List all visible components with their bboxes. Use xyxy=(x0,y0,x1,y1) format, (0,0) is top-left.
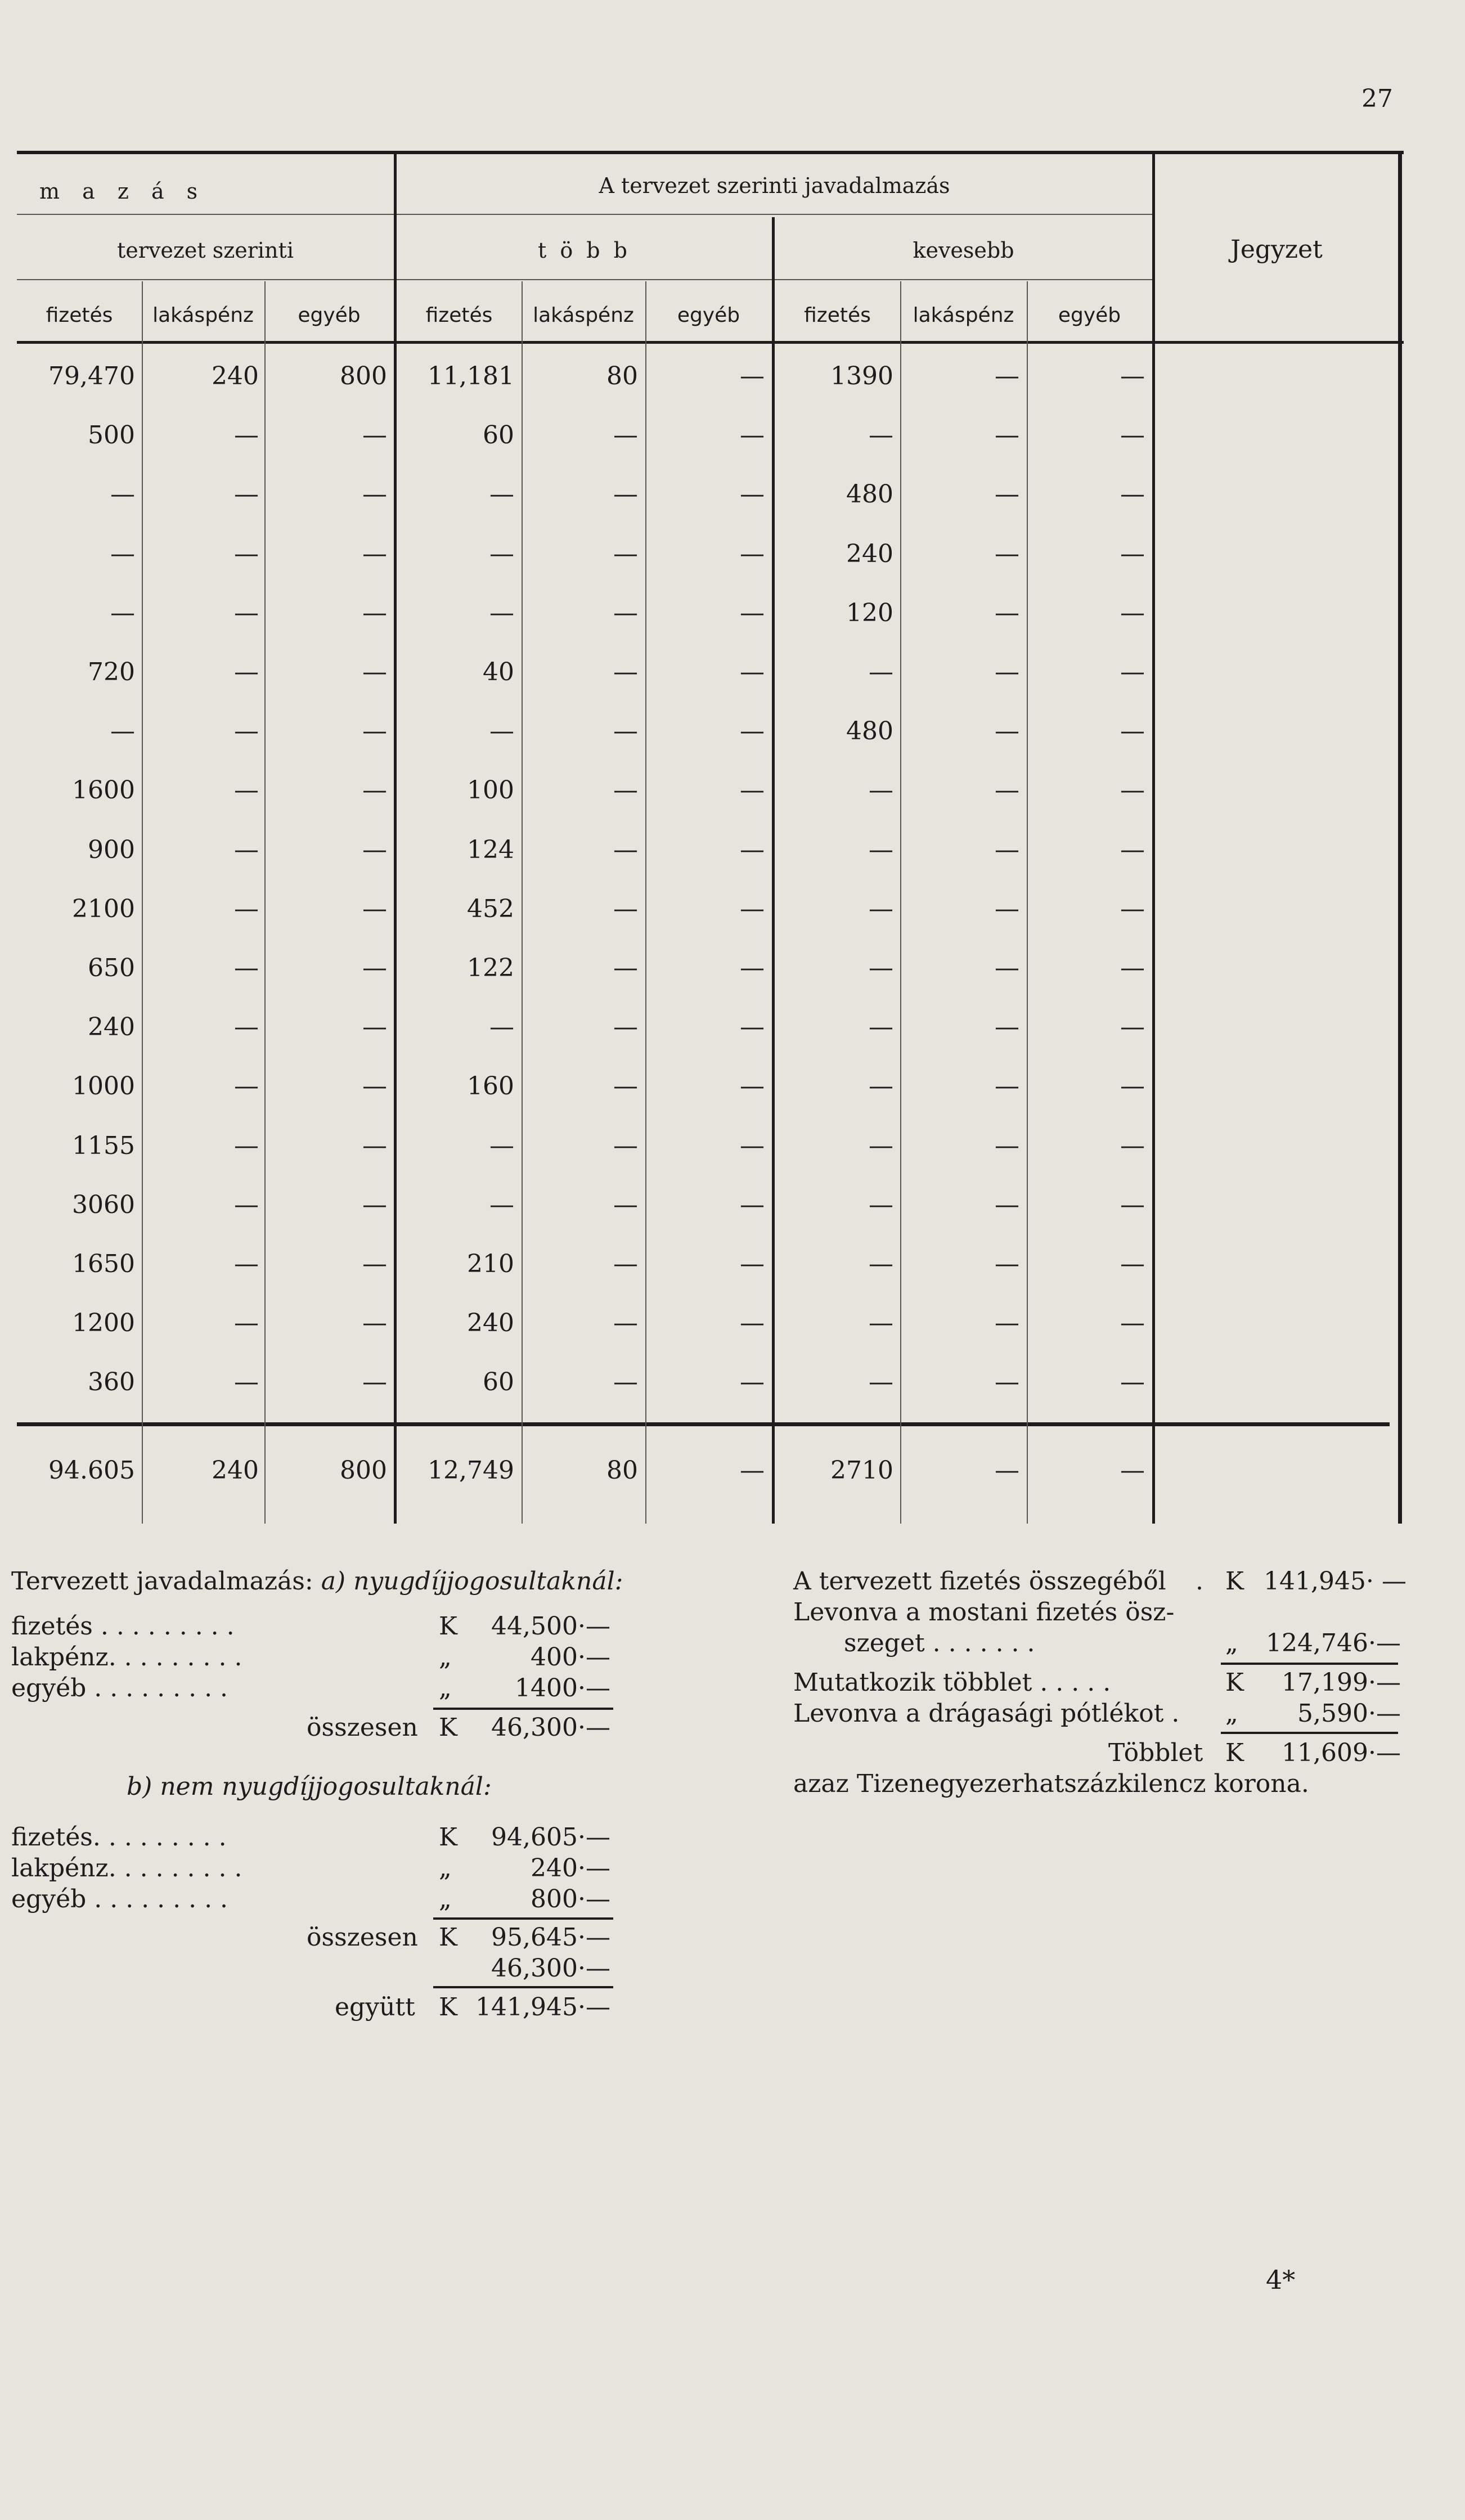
grand-label: együtt xyxy=(335,1993,415,2022)
table-cell: — xyxy=(740,895,765,923)
table-cell: 124 xyxy=(467,835,514,864)
right-line-4-val: 5,590·— xyxy=(1297,1699,1401,1728)
table-cell: — xyxy=(869,776,893,805)
right-rule-2 xyxy=(1221,1732,1398,1734)
table-cell: — xyxy=(1120,1191,1145,1219)
table-cell: — xyxy=(869,658,893,686)
table-cell: — xyxy=(613,1131,638,1160)
right-line-5-cur: K xyxy=(1225,1739,1244,1767)
b-row-label: egyéb . . . . . . . . . xyxy=(11,1885,228,1913)
right-line-2b: szeget . . . . . . . xyxy=(844,1629,1035,1657)
table-cell: — xyxy=(613,776,638,805)
table-cell: — xyxy=(110,599,135,627)
table-cell: — xyxy=(1120,895,1145,923)
table-cell: — xyxy=(110,717,135,745)
table-cell: — xyxy=(234,540,259,568)
right-line-1: A tervezett fizetés összegéből xyxy=(793,1567,1166,1596)
table-cell: — xyxy=(489,717,514,745)
vline-right-edge xyxy=(1398,151,1402,1524)
right-line-6: azaz Tizenegyezerhatszázkilencz korona. xyxy=(793,1769,1309,1798)
table-cell: — xyxy=(489,1013,514,1041)
table-cell: — xyxy=(740,421,765,450)
total-cell: — xyxy=(740,1456,765,1485)
table-cell: — xyxy=(740,362,765,390)
table-cell: 480 xyxy=(846,480,893,509)
table-cell: — xyxy=(613,895,638,923)
table-cell: 240 xyxy=(88,1013,135,1041)
table-cell: 79,470 xyxy=(48,362,135,390)
table-cell: 240 xyxy=(846,540,893,568)
right-line-1-val: 141,945· — xyxy=(1264,1567,1406,1596)
right-line-4: Levonva a drágasági pótlékot . xyxy=(793,1699,1180,1728)
table-cell: 60 xyxy=(483,1368,514,1396)
table-cell: — xyxy=(362,1368,387,1396)
right-line-2-val: 124,746·— xyxy=(1266,1629,1401,1657)
b-sum-rule xyxy=(433,1917,613,1920)
table-cell: — xyxy=(362,1072,387,1100)
total-cell: 12,749 xyxy=(428,1456,514,1485)
sub-header-kevesebb: kevesebb xyxy=(913,238,1014,263)
right-line-3-val: 17,199·— xyxy=(1282,1668,1401,1697)
table-cell: 122 xyxy=(467,954,514,982)
table-cell: — xyxy=(740,1072,765,1100)
table-cell: — xyxy=(234,895,259,923)
table-cell: 452 xyxy=(467,895,514,923)
table-cell: — xyxy=(362,895,387,923)
table-cell: — xyxy=(234,480,259,509)
table-cell: — xyxy=(489,480,514,509)
table-cell: 240 xyxy=(467,1309,514,1337)
totals-rule xyxy=(17,1422,1390,1426)
table-cell: — xyxy=(234,1131,259,1160)
a-row-val: 1400·— xyxy=(515,1674,610,1703)
table-cell: — xyxy=(995,480,1019,509)
table-cell: — xyxy=(362,1191,387,1219)
table-cell: — xyxy=(869,1013,893,1041)
table-cell: — xyxy=(613,1309,638,1337)
table-top-rule xyxy=(17,151,1404,154)
table-cell: — xyxy=(1120,835,1145,864)
table-cell: — xyxy=(740,599,765,627)
table-cell: — xyxy=(869,1072,893,1100)
right-line-3: Mutatkozik többlet . . . . . xyxy=(793,1668,1111,1697)
table-cell: — xyxy=(489,1191,514,1219)
table-cell: — xyxy=(1120,1072,1145,1100)
table-cell: — xyxy=(613,1013,638,1041)
table-cell: — xyxy=(613,1368,638,1396)
right-line-4-cur: „ xyxy=(1225,1699,1238,1728)
header-bottom-rule xyxy=(17,341,1404,344)
a-total-val: 46,300·— xyxy=(491,1713,610,1742)
table-cell: 800 xyxy=(340,362,387,390)
a-total-cur: K xyxy=(439,1713,457,1742)
b-total-label: összesen xyxy=(307,1923,418,1952)
table-cell: — xyxy=(1120,540,1145,568)
table-cell: — xyxy=(234,1368,259,1396)
b-row-label: lakpénz. . . . . . . . . xyxy=(11,1854,242,1883)
table-cell: 40 xyxy=(483,658,514,686)
table-cell: — xyxy=(362,1013,387,1041)
right-line-2a: Levonva a mostani fizetés ösz- xyxy=(793,1598,1175,1627)
total-cell: 94.605 xyxy=(48,1456,135,1485)
table-cell: — xyxy=(740,1131,765,1160)
a-row-cur: K xyxy=(439,1612,457,1641)
table-cell: — xyxy=(362,717,387,745)
total-cell: 80 xyxy=(606,1456,638,1485)
table-cell: — xyxy=(234,421,259,450)
table-cell: — xyxy=(613,599,638,627)
table-cell: — xyxy=(362,480,387,509)
b-row-cur: „ xyxy=(439,1854,452,1883)
jegyzet-header: Jegyzet xyxy=(1230,235,1323,264)
left-heading-text: Tervezett javadalmazás: xyxy=(11,1567,313,1596)
b-row-cur: K xyxy=(439,1823,457,1852)
a-row-label: lakpénz. . . . . . . . . xyxy=(11,1643,242,1672)
table-cell: — xyxy=(1120,421,1145,450)
table-cell: — xyxy=(613,954,638,982)
table-cell: — xyxy=(613,540,638,568)
right-line-5-val: 11,609·— xyxy=(1282,1739,1401,1767)
left-heading-a: a) nyugdíjjogosultaknál: xyxy=(321,1567,623,1596)
table-cell: — xyxy=(362,1250,387,1278)
table-cell: — xyxy=(995,717,1019,745)
table-cell: — xyxy=(234,1072,259,1100)
table-cell: 11,181 xyxy=(428,362,514,390)
b-plus-val: 46,300·— xyxy=(491,1954,610,1983)
table-cell: — xyxy=(1120,658,1145,686)
total-cell: 2710 xyxy=(830,1456,893,1485)
table-cell: — xyxy=(1120,1368,1145,1396)
sub-header-tervezet: tervezet szerinti xyxy=(117,238,294,263)
table-cell: — xyxy=(995,895,1019,923)
table-cell: — xyxy=(740,540,765,568)
table-cell: — xyxy=(234,658,259,686)
b-total-cur: K xyxy=(439,1923,457,1952)
table-cell: — xyxy=(613,1250,638,1278)
table-cell: — xyxy=(362,954,387,982)
b-row-label: fizetés. . . . . . . . . xyxy=(11,1823,227,1852)
a-row-label: egyéb . . . . . . . . . xyxy=(11,1674,228,1703)
header-rule-2 xyxy=(17,279,1153,280)
right-line-1-dot: . xyxy=(1196,1567,1203,1596)
table-cell: 360 xyxy=(88,1368,135,1396)
table-cell: 1200 xyxy=(72,1309,135,1337)
left-heading xyxy=(11,1567,623,1596)
table-cell: — xyxy=(740,1013,765,1041)
sub-header-tobb: t ö b b xyxy=(537,238,631,263)
table-cell: — xyxy=(740,1368,765,1396)
table-cell: — xyxy=(869,1131,893,1160)
table-cell: — xyxy=(234,1191,259,1219)
table-cell: — xyxy=(995,599,1019,627)
a-row-cur: „ xyxy=(439,1674,452,1703)
table-cell: — xyxy=(869,1250,893,1278)
table-cell: — xyxy=(995,835,1019,864)
table-cell: — xyxy=(110,540,135,568)
table-cell: — xyxy=(613,1191,638,1219)
table-cell: — xyxy=(995,1131,1019,1160)
table-cell: — xyxy=(362,1131,387,1160)
table-cell: — xyxy=(740,1250,765,1278)
a-row-val: 44,500·— xyxy=(491,1612,610,1641)
footer-mark: 4* xyxy=(1266,2265,1296,2295)
table-cell: — xyxy=(1120,776,1145,805)
table-cell: — xyxy=(362,599,387,627)
table-cell: — xyxy=(869,421,893,450)
table-cell: — xyxy=(234,835,259,864)
table-cell: 1390 xyxy=(830,362,893,390)
table-cell: — xyxy=(740,1191,765,1219)
table-cell: — xyxy=(234,1250,259,1278)
table-cell: — xyxy=(869,1309,893,1337)
table-cell: — xyxy=(740,954,765,982)
b-total-val: 95,645·— xyxy=(491,1923,610,1952)
table-cell: — xyxy=(362,835,387,864)
table-cell: — xyxy=(613,717,638,745)
table-cell: — xyxy=(869,1191,893,1219)
table-cell: 60 xyxy=(483,421,514,450)
table-cell: — xyxy=(740,776,765,805)
table-cell: — xyxy=(869,835,893,864)
table-cell: 500 xyxy=(88,421,135,450)
left-heading-b: b) nem nyugdíjjogosultaknál: xyxy=(127,1772,492,1801)
table-cell: — xyxy=(995,658,1019,686)
grand-sum-rule xyxy=(433,1986,613,1988)
table-cell: — xyxy=(1120,1131,1145,1160)
col-header-lakaspenz-1: lakáspénz xyxy=(152,304,254,327)
table-cell: — xyxy=(995,954,1019,982)
table-cell: — xyxy=(362,1309,387,1337)
table-cell: — xyxy=(613,658,638,686)
table-cell: — xyxy=(995,1013,1019,1041)
table-cell: — xyxy=(995,1368,1019,1396)
total-cell: 800 xyxy=(340,1456,387,1485)
table-cell: 240 xyxy=(212,362,259,390)
table-cell: — xyxy=(869,1368,893,1396)
table-cell: — xyxy=(234,717,259,745)
table-cell: 210 xyxy=(467,1250,514,1278)
vline-major-3 xyxy=(1152,151,1155,1524)
right-line-1-cur: K xyxy=(1225,1567,1244,1596)
header-rule-1 xyxy=(17,214,1153,215)
total-cell: — xyxy=(1120,1456,1145,1485)
table-cell: 160 xyxy=(467,1072,514,1100)
total-cell: — xyxy=(995,1456,1019,1485)
table-cell: — xyxy=(613,1072,638,1100)
table-cell: — xyxy=(740,1309,765,1337)
right-line-2-cur: „ xyxy=(1225,1629,1238,1657)
col-header-lakaspenz-3: lakáspénz xyxy=(913,304,1014,327)
table-cell: — xyxy=(362,658,387,686)
table-cell: — xyxy=(1120,1013,1145,1041)
col-header-fizetes-1: fizetés xyxy=(46,304,113,327)
table-cell: — xyxy=(489,599,514,627)
table-cell: 720 xyxy=(88,658,135,686)
grand-cur: K xyxy=(439,1993,457,2022)
table-cell: — xyxy=(234,1013,259,1041)
col-header-egyeb-3: egyéb xyxy=(1058,304,1121,327)
table-cell: 1155 xyxy=(72,1131,135,1160)
table-cell: — xyxy=(613,480,638,509)
table-cell: — xyxy=(740,717,765,745)
grand-val: 141,945·— xyxy=(475,1993,610,2022)
table-cell: — xyxy=(613,421,638,450)
col-header-egyeb-2: egyéb xyxy=(677,304,740,327)
b-row-cur: „ xyxy=(439,1885,452,1913)
a-row-label: fizetés . . . . . . . . . xyxy=(11,1612,235,1641)
salary-table xyxy=(17,151,1404,1524)
group-main-header: A tervezet szerinti javadalmazás xyxy=(599,173,950,198)
col-header-fizetes-2: fizetés xyxy=(425,304,493,327)
table-cell: — xyxy=(234,599,259,627)
table-cell: — xyxy=(1120,599,1145,627)
table-cell: — xyxy=(995,1309,1019,1337)
table-cell: — xyxy=(1120,717,1145,745)
table-cell: — xyxy=(1120,362,1145,390)
table-cell: — xyxy=(869,895,893,923)
table-cell: — xyxy=(1120,480,1145,509)
table-cell: — xyxy=(362,540,387,568)
table-cell: — xyxy=(740,658,765,686)
a-total-label: összesen xyxy=(307,1713,418,1742)
table-cell: — xyxy=(995,421,1019,450)
group-left-header: m a z á s xyxy=(39,179,206,204)
table-cell: — xyxy=(489,540,514,568)
b-row-val: 800·— xyxy=(531,1885,610,1913)
table-cell: 1650 xyxy=(72,1250,135,1278)
table-cell: — xyxy=(740,835,765,864)
table-cell: — xyxy=(1120,1309,1145,1337)
table-cell: — xyxy=(613,835,638,864)
total-cell: 240 xyxy=(212,1456,259,1485)
table-cell: — xyxy=(110,480,135,509)
table-cell: 480 xyxy=(846,717,893,745)
right-line-5: Többlet xyxy=(1108,1739,1203,1767)
table-cell: — xyxy=(869,954,893,982)
b-row-val: 94,605·— xyxy=(491,1823,610,1852)
right-rule-1 xyxy=(1221,1663,1398,1665)
a-row-val: 400·— xyxy=(531,1643,610,1672)
col-header-lakaspenz-2: lakáspénz xyxy=(533,304,634,327)
table-cell: — xyxy=(234,1309,259,1337)
table-cell: 2100 xyxy=(72,895,135,923)
table-cell: 80 xyxy=(606,362,638,390)
table-cell: 120 xyxy=(846,599,893,627)
table-cell: — xyxy=(234,954,259,982)
table-cell: — xyxy=(362,421,387,450)
table-cell: 900 xyxy=(88,835,135,864)
table-cell: 1600 xyxy=(72,776,135,805)
table-cell: 3060 xyxy=(72,1191,135,1219)
page-number: 27 xyxy=(1361,84,1393,113)
table-cell: — xyxy=(995,776,1019,805)
a-sum-rule xyxy=(433,1708,613,1710)
right-line-3-cur: K xyxy=(1225,1668,1244,1697)
table-cell: — xyxy=(1120,1250,1145,1278)
table-cell: — xyxy=(995,540,1019,568)
b-row-val: 240·— xyxy=(531,1854,610,1883)
table-cell: — xyxy=(995,1191,1019,1219)
table-cell: — xyxy=(995,1250,1019,1278)
table-cell: — xyxy=(1120,954,1145,982)
table-cell: — xyxy=(362,776,387,805)
table-cell: — xyxy=(489,1131,514,1160)
table-cell: 650 xyxy=(88,954,135,982)
table-cell: 1000 xyxy=(72,1072,135,1100)
table-cell: — xyxy=(995,1072,1019,1100)
table-cell: — xyxy=(234,776,259,805)
table-cell: 100 xyxy=(467,776,514,805)
col-header-egyeb-1: egyéb xyxy=(298,304,361,327)
a-row-cur: „ xyxy=(439,1643,452,1672)
table-cell: — xyxy=(740,480,765,509)
table-cell: — xyxy=(995,362,1019,390)
col-header-fizetes-3: fizetés xyxy=(804,304,871,327)
